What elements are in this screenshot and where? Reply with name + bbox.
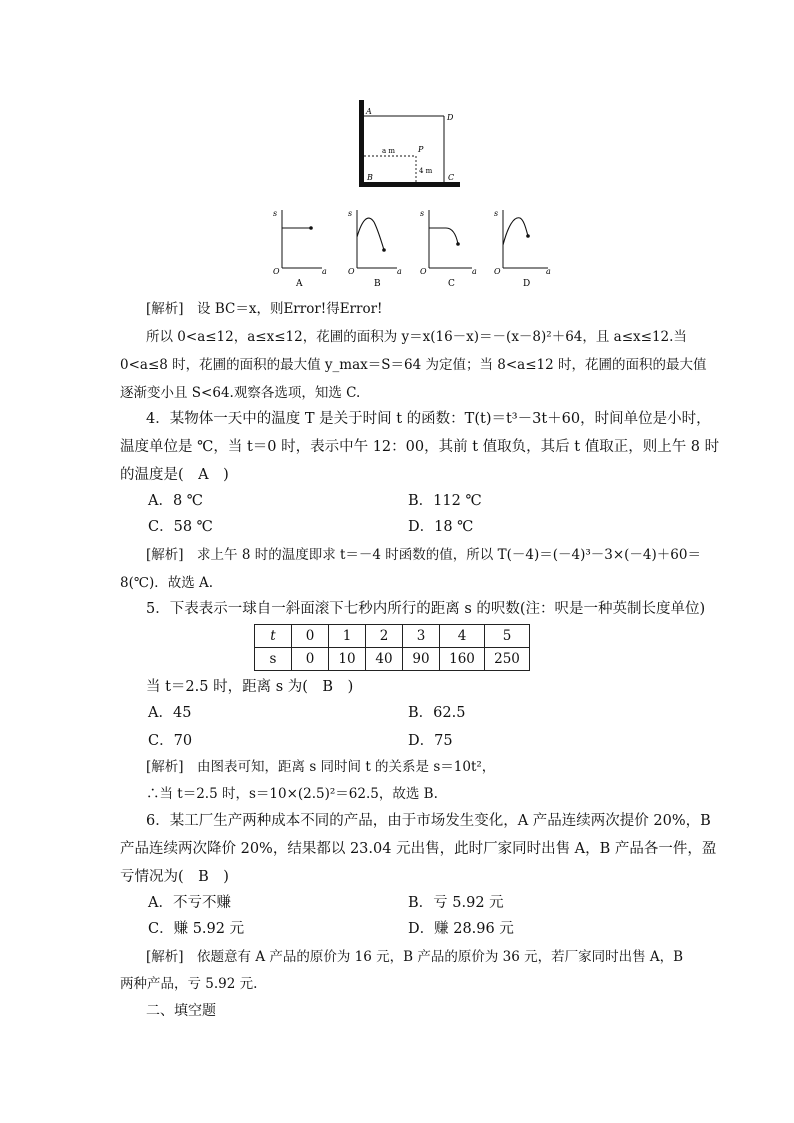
q4-option-a: A．8 ℃ [148, 493, 204, 509]
q4-option-c: C．58 ℃ [148, 519, 213, 535]
q5-solution-line-1: [解析] 由图表可知，距离 s 同时间 t 的关系是 s＝10t²， [146, 759, 496, 775]
q5-solution-line-2: ∴当 t＝2.5 时，s＝10×(2.5)²＝62.5，故选 B. [146, 786, 438, 802]
graph-a [273, 209, 327, 289]
graph-b-caption: B [374, 279, 381, 289]
distance-table [254, 624, 530, 671]
graph-a-s: s [273, 209, 278, 218]
q6-solution-line-2: 两种产品，亏 5.92 元. [120, 976, 258, 992]
q6-option-b: B．亏 5.92 元 [408, 895, 504, 911]
point-p-label: P [418, 145, 424, 154]
table-cell: 4 [440, 625, 485, 648]
q3-solution-line-4: 逐渐变小且 S<64.观察各选项，知选 C. [120, 385, 361, 401]
q3-solution-line-3: 0<a≤8 时，花圃的面积的最大值 y_max＝S＝64 为定值；当 8<a≤12 时，花圃的面积的最大值 [120, 357, 707, 373]
graph-a-a: a [322, 267, 327, 276]
table-cell: 10 [329, 648, 366, 671]
q6-solution-line-1: [解析] 依题意有 A 产品的原价为 16 元，B 产品的原价为 36 元，若厂家同时出售 A，B [146, 949, 684, 965]
q4-solution-line-2: 8(℃)．故选 A. [120, 575, 214, 591]
q4-stem-line-1: 4．某物体一天中的温度 T 是关于时间 t 的函数：T(t)＝t³－3t＋60，时间单位是小时， [146, 411, 711, 427]
point-d-label: D [447, 113, 454, 122]
q5-option-d: D．75 [408, 733, 453, 749]
table-cell: 5 [485, 625, 530, 648]
q4-stem-line-2: 温度单位是 ℃，当 t＝0 时，表示中午 12：00，其前 t 值取负，其后 t 值取正，则上午 8 时 [120, 439, 720, 455]
table-cell: 3 [403, 625, 440, 648]
table-cell: 2 [366, 625, 403, 648]
graph-a-o: O [273, 267, 280, 276]
q5-stem-line-2: 当 t＝2.5 时，距离 s 为( B ) [146, 679, 354, 695]
graph-c-caption: C [448, 279, 455, 289]
table-cell: 1 [329, 625, 366, 648]
graph-d [494, 209, 551, 289]
q6-option-c: C．赚 5.92 元 [148, 921, 245, 937]
table-cell: 0 [292, 648, 329, 671]
table-row [255, 648, 530, 671]
q5-option-a: A．45 [148, 705, 192, 721]
q4-stem-line-3: 的温度是( A ) [120, 467, 229, 483]
q6-stem-line-3: 亏情况为( B ) [120, 869, 229, 885]
graph-c [420, 209, 477, 289]
q6-stem-line-1: 6．某工厂生产两种成本不同的产品，由于市场发生变化，A 产品连续两次提价 20%，B [146, 813, 711, 829]
table-cell: t [255, 625, 292, 648]
wall-horizontal [359, 182, 460, 187]
q6-stem-line-2: 产品连续两次降价 20%，结果都以 23.04 元出售，此时厂家同时出售 A，B 产品各一件，盈 [120, 841, 717, 857]
graph-b-s: s [348, 209, 353, 218]
table-cell: 90 [403, 648, 440, 671]
dim-4-label: 4 m [419, 167, 433, 175]
table-cell: 0 [292, 625, 329, 648]
graph-c-s: s [420, 209, 425, 218]
q5-option-c: C．70 [148, 733, 193, 749]
q3-solution-line-1: [解析] 设 BC＝x，则Error!得Error! [146, 301, 383, 317]
q4-solution-line-1: [解析] 求上午 8 时的温度即求 t＝－4 时函数的值，所以 T(－4)＝(－4)³－3×(－4)＋60＝ [146, 547, 701, 563]
graph-d-a: a [546, 267, 551, 276]
q4-option-b: B．112 ℃ [408, 493, 482, 509]
graph-b [348, 209, 402, 289]
graph-b-o: O [348, 267, 355, 276]
graph-d-o: O [494, 267, 501, 276]
q6-option-a: A．不亏不赚 [148, 895, 231, 911]
graph-b-a: a [397, 267, 402, 276]
section-title: 二、填空题 [146, 1003, 216, 1019]
point-b-label: B [367, 173, 373, 182]
point-c-label: C [448, 173, 455, 182]
q3-solution-line-2: 所以 0<a≤12，a≤x≤12，花圃的面积为 y＝x(16－x)＝－(x－8)²＋64，且 a≤x≤12.当 [146, 329, 687, 345]
table-cell: s [255, 648, 292, 671]
graph-a-caption: A [296, 279, 303, 289]
graph-d-s: s [494, 209, 499, 218]
table-row [255, 625, 530, 648]
table-cell: 40 [366, 648, 403, 671]
wall-vertical [359, 100, 364, 187]
problem-figure [0, 0, 794, 300]
q6-option-d: D．赚 28.96 元 [408, 921, 514, 937]
dim-a-label: a m [382, 147, 396, 155]
graph-d-caption: D [523, 279, 531, 289]
table-cell: 160 [440, 648, 485, 671]
q4-option-d: D．18 ℃ [408, 519, 474, 535]
point-a-label: A [366, 107, 372, 116]
table-cell: 250 [485, 648, 530, 671]
q5-option-b: B．62.5 [408, 705, 466, 721]
q5-stem-line-1: 5．下表表示一球自一斜面滚下七秒内所行的距离 s 的呎数(注：呎是一种英制长度单位) [146, 601, 706, 617]
graph-c-o: O [420, 267, 427, 276]
graph-c-a: a [472, 267, 477, 276]
